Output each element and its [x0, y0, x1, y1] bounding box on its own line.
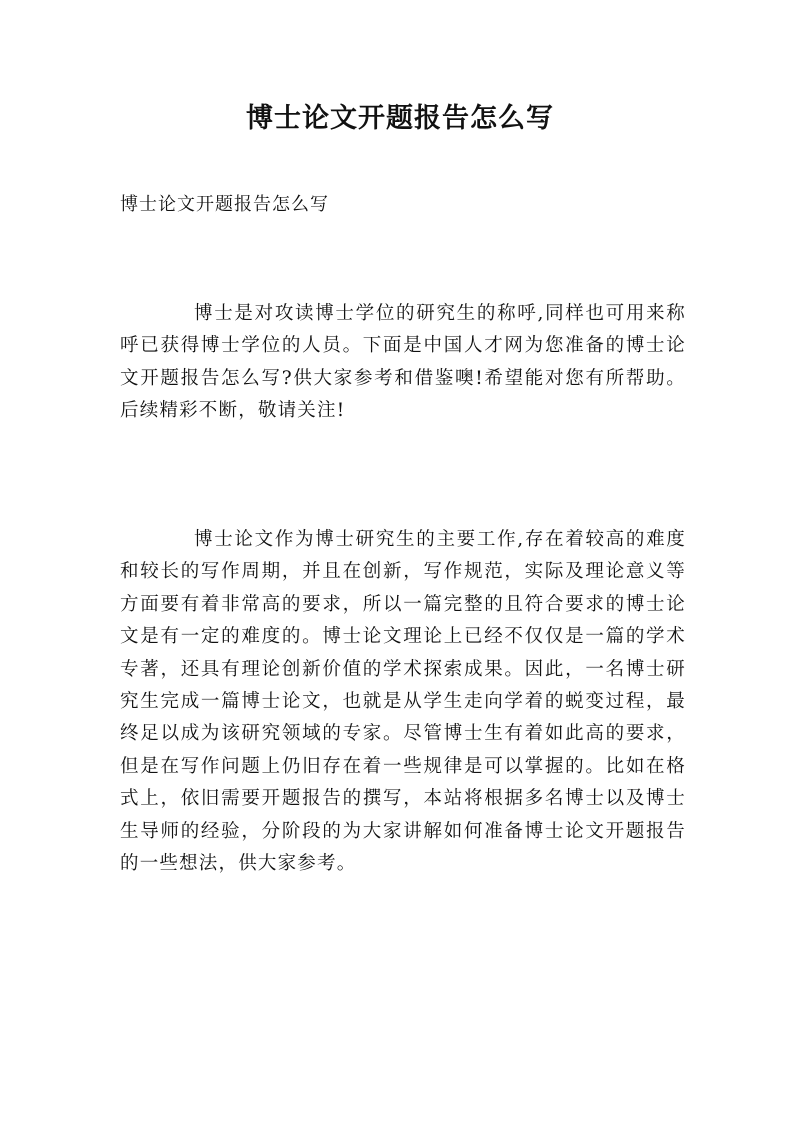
paragraph-body: 博士论文作为博士研究生的主要工作,存在着较高的难度和较长的写作周期，并且在创新，写作规范，实际及理论意义等方面要有着非常高的要求，所以一篇完整的且符合要求的博士论文是有一定的难度的。博士论文理论上已经不仅仅是一篇的学术专著，还具有理论创新价值的学术探索成果。因此，一名博士研究生完成一篇博士论文，也就是从学生走向学着的蜕变过程，最终足以成为该研究领域的专家。尽管博士生有着如此高的要求，但是在写作问题上仍旧存在着一些规律是可以掌握的。比如在格式上，依旧需要开题报告的撰写，本站将根据多名博士以及博士生导师的经验，分阶段的为大家讲解如何准备博士论文开题报告的一些想法，供大家参考。: [120, 529, 686, 875]
document-title: 博士论文开题报告怎么写: [246, 103, 554, 134]
document-subtitle: 博士论文开题报告怎么写: [120, 194, 329, 215]
paragraph-intro: 博士是对攻读博士学位的研究生的称呼,同样也可用来称呼已获得博士学位的人员。下面是中国人才网为您准备的博士论文开题报告怎么写?供大家参考和借鉴噢!希望能对您有所帮助。后续精彩不断，敬请关注!: [120, 303, 686, 422]
